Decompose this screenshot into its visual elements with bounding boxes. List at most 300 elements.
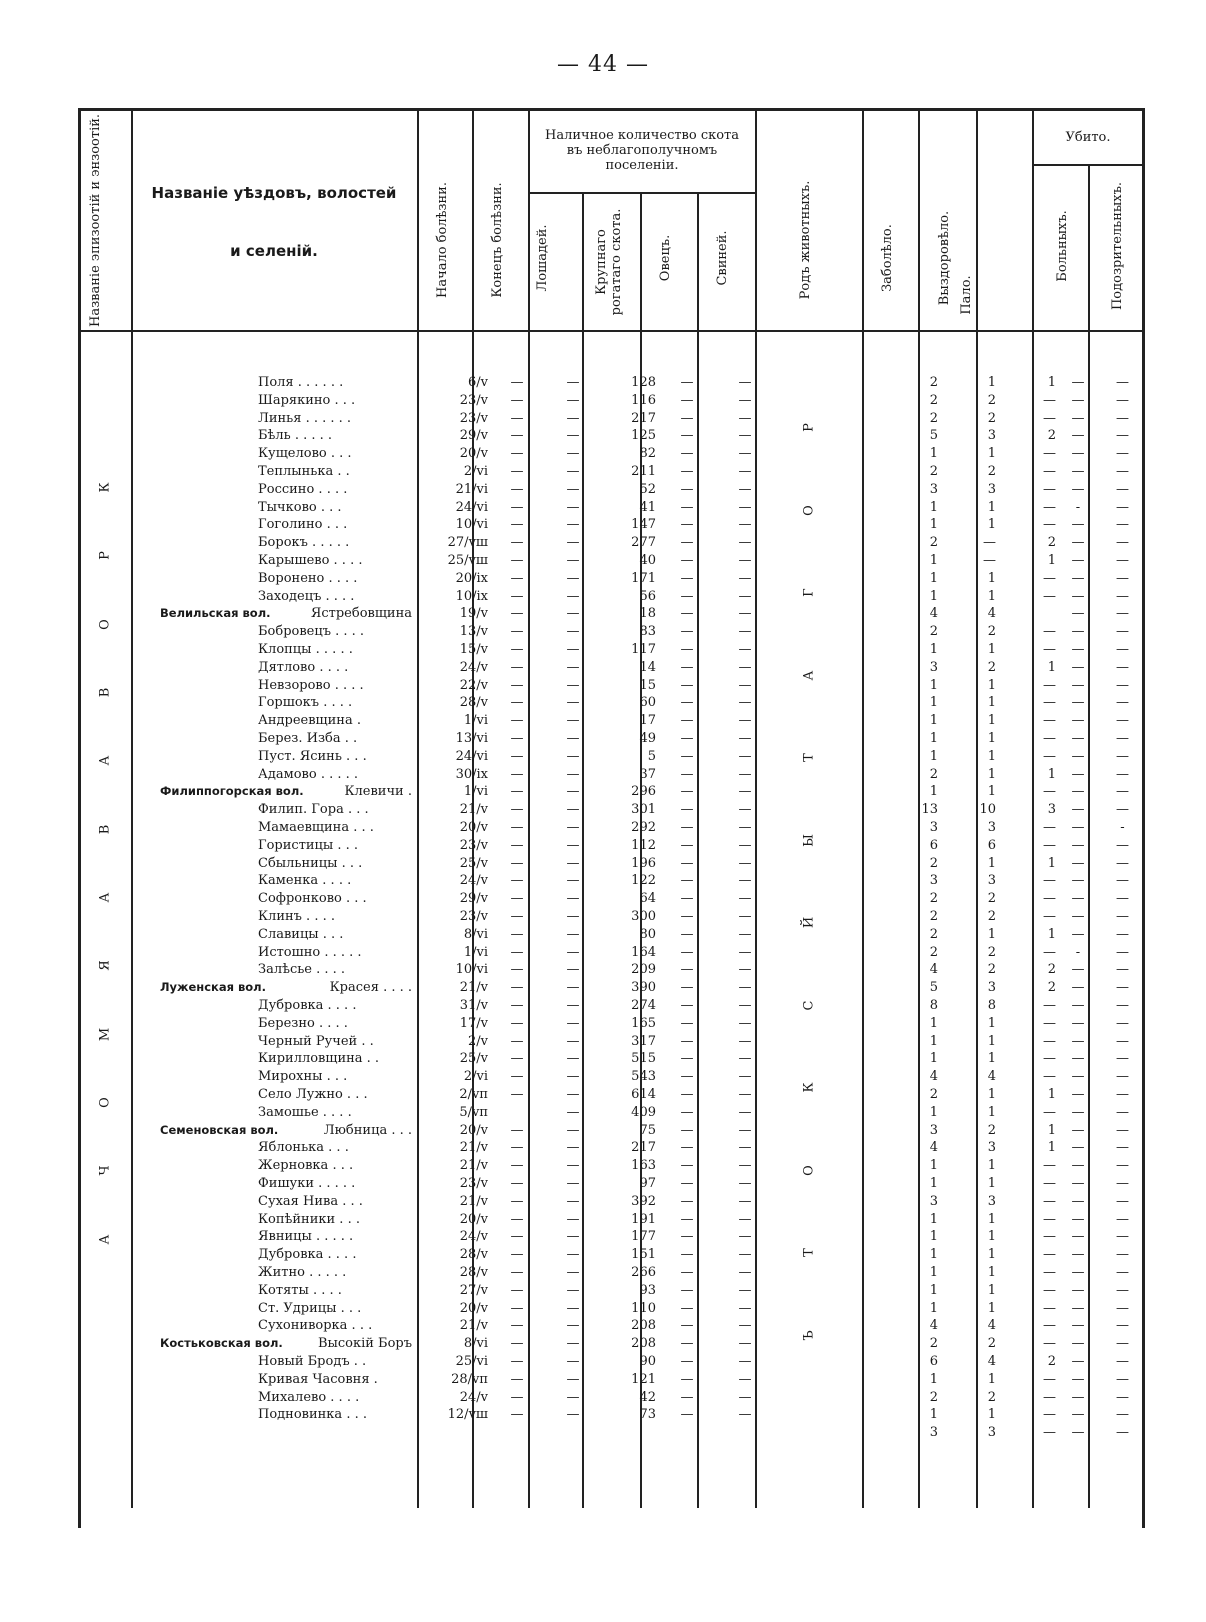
cell-sheep: — xyxy=(680,517,694,533)
header-sick: Заболѣло. xyxy=(880,224,895,292)
cell-cattle: 147 xyxy=(631,517,656,533)
cell-sick: 2 xyxy=(929,375,938,390)
cell-rec: 1 xyxy=(987,1282,996,1298)
cell-sheep: — xyxy=(680,1122,694,1138)
cell-horse: — xyxy=(566,1211,580,1227)
cell-cattle: 15 xyxy=(639,677,656,693)
cell-kp: — xyxy=(1116,1389,1129,1405)
cell-cattle: 73 xyxy=(639,1407,656,1423)
cell-dead: 2 xyxy=(1047,1354,1056,1369)
cell-end: — xyxy=(510,375,524,390)
settlement-name: Бобровецъ . . . . xyxy=(258,624,365,640)
cell-ks: — xyxy=(1071,1140,1085,1156)
cell-kp: — xyxy=(1116,392,1129,408)
cell-end: — xyxy=(510,1211,524,1227)
cell-kp: — xyxy=(1116,784,1129,800)
cell-pig: — xyxy=(738,731,752,746)
cell-kp: — xyxy=(1116,873,1129,889)
cell-end: — xyxy=(510,446,524,462)
cell-start: 10/vi xyxy=(455,517,488,533)
header-district-names-1: Названіе уѣздовъ, волостей xyxy=(151,184,397,202)
cell-pig: — xyxy=(738,1033,752,1049)
cell-horse: — xyxy=(566,464,580,479)
cell-start: 24/v xyxy=(459,1389,488,1405)
cell-end: — xyxy=(510,855,524,871)
cell-sheep: — xyxy=(680,481,694,497)
cell-start: 12/vш xyxy=(447,1407,488,1423)
cell-start: 13/vi xyxy=(455,731,488,746)
cell-pig: — xyxy=(738,606,752,622)
page-number: — 44 — xyxy=(557,52,649,77)
cell-pig: — xyxy=(738,766,752,782)
cell-kp: — xyxy=(1116,570,1129,586)
cell-ks: — xyxy=(1071,1371,1085,1387)
cell-sick: 2 xyxy=(929,909,938,924)
cell-pig: — xyxy=(738,748,752,764)
cell-cattle: 116 xyxy=(631,392,656,408)
cell-sheep: — xyxy=(680,1407,694,1423)
table-row xyxy=(0,659,1206,677)
cell-kp: - xyxy=(1120,820,1125,835)
cell-ks: - xyxy=(1075,499,1081,515)
cell-end: — xyxy=(510,606,524,622)
cell-dead: — xyxy=(1043,392,1056,408)
cell-cattle: 41 xyxy=(639,499,656,515)
cell-cattle: 211 xyxy=(631,464,656,479)
settlement-name: Шарякино . . . xyxy=(258,392,356,408)
cell-sick: 1 xyxy=(929,1211,938,1227)
cell-dead: — xyxy=(1043,642,1056,657)
cell-rec: 1 xyxy=(987,1211,996,1227)
cell-horse: — xyxy=(566,1389,580,1405)
cell-pig: — xyxy=(738,428,752,444)
cell-ks: — xyxy=(1071,1087,1085,1102)
cell-horse: — xyxy=(566,1336,580,1352)
cell-rec: 1 xyxy=(987,1033,996,1049)
cell-rec: 1 xyxy=(987,926,996,942)
cell-start: 20/v xyxy=(459,1300,488,1316)
table-row xyxy=(0,1139,1206,1157)
cell-dead: — xyxy=(1043,446,1056,462)
cell-end: — xyxy=(510,499,524,515)
cell-dead: — xyxy=(1043,891,1056,907)
cell-sheep: — xyxy=(680,1176,694,1191)
cell-sheep: — xyxy=(680,659,694,675)
cell-sick: 1 xyxy=(929,588,938,604)
cell-sheep: — xyxy=(680,428,694,444)
cell-kp: — xyxy=(1116,1015,1129,1031)
cell-sick: 2 xyxy=(929,1389,938,1405)
cell-dead: 2 xyxy=(1047,980,1056,996)
header-bottom-rule xyxy=(78,330,1144,332)
cell-cattle: 64 xyxy=(639,891,656,907)
cell-pig: — xyxy=(738,1015,752,1031)
cell-pig: — xyxy=(738,784,752,800)
cell-end: — xyxy=(510,784,524,800)
cell-start: 19/v xyxy=(459,606,488,622)
cell-pig: — xyxy=(738,1193,752,1209)
cell-end: — xyxy=(510,677,524,693)
cell-cattle: 266 xyxy=(631,1265,656,1280)
cell-rec: 2 xyxy=(987,891,996,907)
cell-end: — xyxy=(510,1318,524,1334)
cell-end: — xyxy=(510,1158,524,1174)
cell-end: — xyxy=(510,1193,524,1209)
cell-pig: — xyxy=(738,642,752,657)
cell-horse: — xyxy=(566,1140,580,1156)
cell-end: — xyxy=(510,926,524,942)
table-row xyxy=(0,605,1206,623)
cell-end: — xyxy=(510,392,524,408)
cell-pig: — xyxy=(738,624,752,640)
table-row xyxy=(0,855,1206,873)
cell-dead: — xyxy=(1043,588,1056,604)
cell-start: 21/vi xyxy=(455,481,488,497)
cell-sick: 1 xyxy=(929,1282,938,1298)
cell-cattle: 93 xyxy=(639,1282,656,1298)
settlement-name: Филип. Гора . . . xyxy=(258,802,369,818)
cell-cattle: 209 xyxy=(631,962,656,978)
table-row xyxy=(0,890,1206,908)
settlement-name: Ястребовщина xyxy=(310,606,412,622)
cell-start: 1/vi xyxy=(463,944,488,960)
settlement-name: Гоголино . . . xyxy=(258,517,348,533)
cell-kp: — xyxy=(1116,1336,1129,1352)
cell-start: 21/v xyxy=(459,1318,488,1334)
cell-pig: — xyxy=(738,909,752,924)
cell-sheep: — xyxy=(680,1140,694,1156)
cell-sick: 3 xyxy=(929,659,938,675)
cell-pig: — xyxy=(738,926,752,942)
settlement-name: Кривая Часовня . xyxy=(258,1371,378,1387)
cell-cattle: 49 xyxy=(639,731,656,746)
cell-pig: — xyxy=(738,1336,752,1352)
cell-pig: — xyxy=(738,659,752,675)
cell-end: — xyxy=(510,998,524,1013)
settlement-name: Каменка . . . . xyxy=(258,873,352,889)
cell-horse: — xyxy=(566,499,580,515)
settlement-name: Березно . . . . xyxy=(258,1015,348,1031)
cell-ks: — xyxy=(1071,1176,1085,1191)
vertical-letter: А xyxy=(97,1234,113,1245)
cell-kp: — xyxy=(1116,1247,1129,1263)
table-row xyxy=(0,410,1206,428)
cell-start: 21/v xyxy=(459,980,488,996)
cell-cattle: 52 xyxy=(639,481,656,497)
cell-sheep: — xyxy=(680,926,694,942)
cell-start: 28/v xyxy=(459,695,488,711)
cell-dead: — xyxy=(1043,1015,1056,1031)
cell-pig: — xyxy=(738,481,752,497)
cell-cattle: 515 xyxy=(631,1051,656,1067)
cell-pig: — xyxy=(738,837,752,853)
cell-ks: — xyxy=(1071,535,1085,551)
table-row xyxy=(0,944,1206,962)
table-row xyxy=(0,374,1206,392)
cell-kp: — xyxy=(1116,944,1129,960)
settlement-name: Любница . . . xyxy=(323,1122,412,1138)
settlement-name: Поля . . . . . . xyxy=(258,375,344,390)
cell-sick: 1 xyxy=(929,1015,938,1031)
settlement-name: Истошно . . . . . xyxy=(258,944,362,960)
vertical-letter: Т xyxy=(801,753,817,762)
cell-sheep: — xyxy=(680,873,694,889)
cell-dead: 2 xyxy=(1047,962,1056,978)
cell-cattle: 277 xyxy=(631,535,656,551)
cell-ks: — xyxy=(1071,606,1085,622)
cell-pig: — xyxy=(738,1265,752,1280)
cell-kp: — xyxy=(1116,1051,1129,1067)
settlement-name: Котяты . . . . xyxy=(258,1282,342,1298)
cell-kp: — xyxy=(1116,1300,1129,1316)
cell-sick: 2 xyxy=(929,624,938,640)
cell-sheep: — xyxy=(680,962,694,978)
cell-horse: — xyxy=(566,375,580,390)
cell-ks: — xyxy=(1071,677,1085,693)
cell-kp: — xyxy=(1116,1087,1129,1102)
cell-kp: — xyxy=(1116,677,1129,693)
cell-kp: — xyxy=(1116,802,1129,818)
cell-pig: — xyxy=(738,375,752,390)
cell-rec: 1 xyxy=(987,1407,996,1423)
settlement-name: Новый Бродъ . . xyxy=(258,1354,367,1369)
header-dead: Пало. xyxy=(959,275,974,315)
table-row xyxy=(0,677,1206,695)
cell-sick: 1 xyxy=(929,1158,938,1174)
cell-rec: 1 xyxy=(987,784,996,800)
table-row xyxy=(0,801,1206,819)
cell-end: — xyxy=(510,909,524,924)
cell-end: — xyxy=(510,464,524,479)
cell-start: 28/v xyxy=(459,1247,488,1263)
cell-dead: — xyxy=(1043,1371,1056,1387)
cell-kp: — xyxy=(1116,748,1129,764)
cell-kp: — xyxy=(1116,1354,1129,1369)
cell-horse: — xyxy=(566,659,580,675)
cell-cattle: 177 xyxy=(631,1229,656,1245)
cell-dead: — xyxy=(1043,1104,1056,1120)
cell-ks: — xyxy=(1071,1318,1085,1334)
table-row xyxy=(0,997,1206,1015)
cell-start: 21/v xyxy=(459,802,488,818)
cell-pig: — xyxy=(738,1087,752,1102)
vertical-letter: Р xyxy=(97,551,113,561)
header-killed-sick: Больныхъ. xyxy=(1055,210,1070,282)
cell-rec: 1 xyxy=(987,375,996,390)
cell-sick: 1 xyxy=(929,499,938,515)
cell-cattle: 117 xyxy=(631,642,656,657)
cell-horse: — xyxy=(566,1104,580,1120)
cell-end: — xyxy=(510,570,524,586)
cell-dead: — xyxy=(1043,1051,1056,1067)
cell-dead: — xyxy=(1043,1265,1056,1280)
cell-cattle: 317 xyxy=(631,1033,656,1049)
cell-end: — xyxy=(510,802,524,818)
cell-horse: — xyxy=(566,410,580,426)
cell-ks: — xyxy=(1071,1425,1085,1441)
header-killed: Убито. xyxy=(1065,130,1111,145)
cell-ks: — xyxy=(1071,1211,1085,1227)
cell-dead: — xyxy=(1043,624,1056,640)
cell-start: 31/v xyxy=(459,998,488,1013)
settlement-name: Клопцы . . . . . xyxy=(258,642,353,657)
cell-horse: — xyxy=(566,944,580,960)
table-row xyxy=(0,926,1206,944)
cell-dead: — xyxy=(1043,410,1056,426)
cell-sheep: — xyxy=(680,944,694,960)
cell-ks: — xyxy=(1071,1069,1085,1085)
table-row xyxy=(0,766,1206,784)
cell-sheep: — xyxy=(680,748,694,764)
cell-horse: — xyxy=(566,535,580,551)
cell-pig: — xyxy=(738,517,752,533)
cell-pig: — xyxy=(738,446,752,462)
cell-rec: 1 xyxy=(987,748,996,764)
cell-horse: — xyxy=(566,962,580,978)
cell-start: 20/ix xyxy=(455,570,488,586)
cell-cattle: 112 xyxy=(631,837,656,853)
cell-sheep: — xyxy=(680,1087,694,1102)
cell-sheep: — xyxy=(680,1282,694,1298)
cell-ks: — xyxy=(1071,1336,1085,1352)
vertical-letter: Т xyxy=(801,1248,817,1257)
cell-pig: — xyxy=(738,1211,752,1227)
cell-pig: — xyxy=(738,410,752,426)
table-row xyxy=(0,730,1206,748)
cell-kp: — xyxy=(1116,1265,1129,1280)
cell-start: 1/vi xyxy=(463,784,488,800)
cell-end: — xyxy=(510,766,524,782)
cell-dead: 3 xyxy=(1047,802,1056,818)
cell-rec: 1 xyxy=(987,695,996,711)
cell-horse: — xyxy=(566,392,580,408)
cell-ks: — xyxy=(1071,980,1085,996)
cell-pig: — xyxy=(738,570,752,586)
cell-end: — xyxy=(510,944,524,960)
cell-pig: — xyxy=(738,677,752,693)
cell-end: — xyxy=(510,659,524,675)
settlement-name: Берез. Изба . . xyxy=(258,731,358,746)
cell-end: — xyxy=(510,962,524,978)
cell-dead: — xyxy=(1043,499,1056,515)
cell-pig: — xyxy=(738,553,752,568)
cell-cattle: 164 xyxy=(631,944,656,960)
cell-horse: — xyxy=(566,570,580,586)
cell-horse: — xyxy=(566,731,580,746)
cell-rec: 2 xyxy=(987,944,996,960)
cell-end: — xyxy=(510,1140,524,1156)
cell-sick: 1 xyxy=(929,695,938,711)
cell-end: — xyxy=(510,1015,524,1031)
cell-start: 15/v xyxy=(459,642,488,657)
cell-horse: — xyxy=(566,481,580,497)
cell-dead: 1 xyxy=(1047,1122,1056,1138)
cell-ks: — xyxy=(1071,873,1085,889)
cell-rec: 1 xyxy=(987,1158,996,1174)
cell-kp: — xyxy=(1116,891,1129,907)
cell-ks: — xyxy=(1071,517,1085,533)
cell-sheep: — xyxy=(680,446,694,462)
cell-ks: — xyxy=(1071,731,1085,746)
cell-kp: — xyxy=(1116,375,1129,390)
table-row xyxy=(0,694,1206,712)
cell-dead: — xyxy=(1043,464,1056,479)
settlement-name: Горшокъ . . . . xyxy=(258,695,353,711)
cell-horse: — xyxy=(566,446,580,462)
cell-start: 30/ix xyxy=(455,766,488,782)
cell-horse: — xyxy=(566,606,580,622)
table-row xyxy=(0,1193,1206,1211)
cell-horse: — xyxy=(566,695,580,711)
settlement-name: Борокъ . . . . . xyxy=(258,535,350,551)
cell-start: 2/vп xyxy=(459,1087,488,1102)
cell-rec: 1 xyxy=(987,1087,996,1102)
cell-pig: — xyxy=(738,1104,752,1120)
table-row xyxy=(0,427,1206,445)
settlement-name: Невзорово . . . . xyxy=(258,677,364,693)
cell-dead: — xyxy=(1043,1300,1056,1316)
cell-start: 20/v xyxy=(459,1122,488,1138)
settlement-name: Кирилловщина . . xyxy=(258,1051,380,1067)
cell-start: 25/vш xyxy=(447,553,488,568)
settlement-name: Андреевщина . xyxy=(258,713,361,729)
cell-pig: — xyxy=(738,1300,752,1316)
cell-sick: 2 xyxy=(929,944,938,960)
table-row xyxy=(0,1317,1206,1335)
cell-start: 8/vi xyxy=(463,1336,488,1352)
cell-sick: 4 xyxy=(929,606,938,622)
cell-sheep: — xyxy=(680,731,694,746)
cell-kp: — xyxy=(1116,464,1129,479)
cell-rec: 6 xyxy=(987,837,996,853)
header-killed-suspect: Подозрительныхъ. xyxy=(1110,181,1125,311)
cell-pig: — xyxy=(738,873,752,889)
cell-pig: — xyxy=(738,962,752,978)
cell-cattle: 5 xyxy=(647,748,656,764)
vertical-letter: С xyxy=(801,1000,817,1010)
cell-end: — xyxy=(510,837,524,853)
cell-rec: 2 xyxy=(987,962,996,978)
cell-ks: — xyxy=(1071,1122,1085,1138)
cell-pig: — xyxy=(738,1158,752,1174)
cell-start: 21/v xyxy=(459,1158,488,1174)
header-end: Конецъ болѣзни. xyxy=(490,182,505,298)
cell-rec: 2 xyxy=(987,392,996,408)
cell-horse: — xyxy=(566,1122,580,1138)
cell-horse: — xyxy=(566,1158,580,1174)
cell-cattle: 300 xyxy=(631,909,656,924)
table-row xyxy=(0,445,1206,463)
table-row xyxy=(0,1157,1206,1175)
cell-horse: — xyxy=(566,1087,580,1102)
table-row xyxy=(0,979,1206,997)
cell-horse: — xyxy=(566,1247,580,1263)
cell-ks: — xyxy=(1071,820,1085,835)
cell-dead: — xyxy=(1043,909,1056,924)
vertical-letter: В xyxy=(97,824,113,834)
table-row xyxy=(0,1122,1206,1140)
cell-ks: — xyxy=(1071,428,1085,444)
cell-end: — xyxy=(510,1033,524,1049)
cell-kp: — xyxy=(1116,1033,1129,1049)
cell-start: 28/v xyxy=(459,1265,488,1280)
cell-rec: 3 xyxy=(987,1140,996,1156)
cell-dead: — xyxy=(1043,873,1056,889)
cell-ks: — xyxy=(1071,464,1085,479)
cell-start: 8/vi xyxy=(463,926,488,942)
header-district-names-2: и селеній. xyxy=(230,242,318,260)
cell-pig: — xyxy=(738,713,752,729)
